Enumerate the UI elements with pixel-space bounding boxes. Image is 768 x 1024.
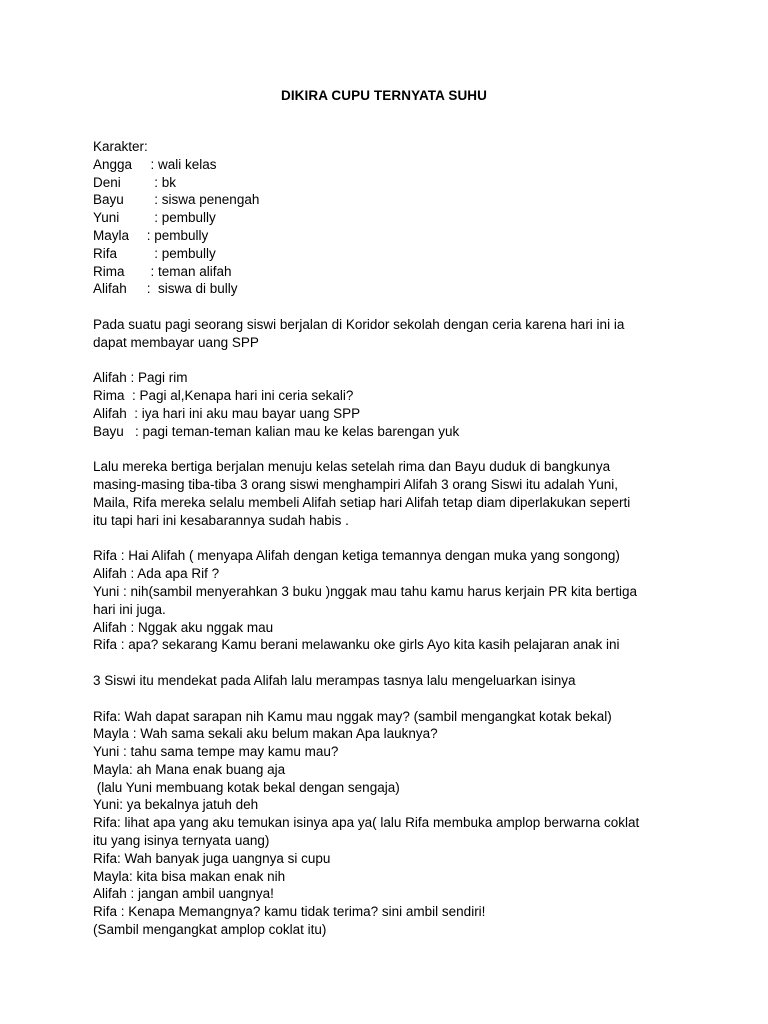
cast-row — [93, 227, 683, 245]
paragraph — [93, 369, 683, 440]
text-line: hari ini juga. — [93, 601, 166, 617]
cast-name: Yuni — [93, 210, 120, 226]
text-line: Alifah : Nggak aku nggak mau — [93, 619, 274, 635]
cast-separator: : — [143, 263, 159, 279]
cast-separator: : — [143, 281, 159, 297]
text-line: Pada suatu pagi seorang siswi berjalan di Koridor sekolah dengan ceria karena hari ini ia — [93, 316, 625, 332]
paragraph — [93, 458, 683, 529]
text-line: Rifa: lihat apa yang aku temukan isinya apa ya( lalu Rifa membuka amplop berwarna coklat — [93, 815, 640, 831]
cast-name: Deni — [93, 174, 121, 190]
paragraph-gap — [93, 654, 683, 672]
cast-row — [93, 245, 683, 263]
text-line: masing-masing tiba-tiba 3 orang siswi menghampiri Alifah 3 orang Siswi itu adalah Yuni, — [93, 477, 619, 493]
document-title: DIKIRA CUPU TERNYATA SUHU — [280, 88, 487, 103]
text-line: Rifa : Hai Alifah ( menyapa Alifah dengan ketiga temannya dengan muka yang songong) — [93, 548, 620, 564]
cast-role: pembully — [154, 227, 209, 243]
text-line: Mayla: kita bisa makan enak nih — [93, 868, 286, 884]
paragraph-gap — [93, 530, 683, 548]
text-line: itu tapi hari ini kesabarannya sudah habis . — [93, 512, 349, 528]
cast-role: pembully — [161, 245, 216, 261]
cast-separator: : — [143, 245, 162, 261]
text-line: Bayu : pagi teman-teman kalian mau ke kelas barengan yuk — [93, 423, 460, 439]
cast-name: Bayu — [93, 192, 124, 208]
paragraph — [93, 708, 683, 939]
document-body — [93, 138, 683, 939]
script-blocks — [93, 298, 683, 939]
cast-role: bk — [161, 174, 177, 190]
text-line: Rifa: Wah banyak juga uangnya si cupu — [93, 850, 331, 866]
text-line: Alifah : jangan ambil uangnya! — [93, 886, 274, 902]
cast-row — [93, 191, 683, 209]
cast-role: teman alifah — [158, 263, 232, 279]
cast-name: Rifa — [93, 245, 118, 261]
text-line: (lalu Yuni membuang kotak bekal dengan sengaja) — [93, 779, 400, 795]
cast-role: siswa di bully — [158, 281, 238, 297]
text-line: 3 Siswi itu mendekat pada Alifah lalu merampas tasnya lalu mengeluarkan isinya — [93, 672, 576, 688]
cast-name: Alifah — [93, 281, 127, 297]
cast-separator: : — [143, 210, 162, 226]
cast-separator: : — [143, 156, 159, 172]
cast-name: Rima — [93, 263, 125, 279]
text-line: Mayla : Wah sama sekali aku belum makan Apa lauknya? — [93, 726, 438, 742]
text-line: Maila, Rifa mereka selalu membeli Alifah setiap hari Alifah tetap diam diperlakukan seperti — [93, 494, 631, 510]
paragraph — [93, 672, 683, 690]
text-line: Rifa : apa? sekarang Kamu berani melawanku oke girls Ayo kita kasih pelajaran anak ini — [93, 637, 620, 653]
paragraph-gap — [93, 441, 683, 459]
cast-row — [93, 209, 683, 227]
cast-separator: : — [143, 227, 155, 243]
text-line: Alifah : Ada apa Rif ? — [93, 566, 220, 582]
cast-row — [93, 174, 683, 192]
paragraph — [93, 316, 683, 352]
cast-separator: : — [143, 174, 162, 190]
text-line: Yuni : tahu sama tempe may kamu mau? — [93, 744, 339, 760]
cast-name: Angga — [93, 156, 133, 172]
cast-role: wali kelas — [158, 156, 217, 172]
cast-role: pembully — [161, 210, 216, 226]
text-line: Rifa : Kenapa Memangnya? kamu tidak terima? sini ambil sendiri! — [93, 904, 486, 920]
text-line: Rima : Pagi al,Kenapa hari ini ceria sekali? — [93, 388, 354, 404]
cast-row — [93, 156, 683, 174]
cast-row — [93, 263, 683, 281]
text-line: Yuni: ya bekalnya jatuh deh — [93, 797, 259, 813]
text-line: Rifa: Wah dapat sarapan nih Kamu mau nggak may? (sambil mengangkat kotak bekal) — [93, 708, 612, 724]
paragraph-gap — [93, 298, 683, 316]
text-line: Mayla: ah Mana enak buang aja — [93, 761, 286, 777]
text-line: Yuni : nih(sambil menyerahkan 3 buku )nggak mau tahu kamu harus kerjain PR kita bertiga — [93, 583, 638, 599]
text-line: Lalu mereka bertiga berjalan menuju kelas setelah rima dan Bayu duduk di bangkunya — [93, 459, 611, 475]
paragraph — [93, 547, 683, 654]
text-line: Alifah : Pagi rim — [93, 370, 188, 386]
text-line: Alifah : iya hari ini aku mau bayar uang SPP — [93, 405, 361, 421]
paragraph-gap — [93, 352, 683, 370]
paragraph-gap — [93, 690, 683, 708]
cast-heading: Karakter: — [93, 139, 148, 154]
cast-name: Mayla — [93, 227, 130, 243]
cast-role: siswa penengah — [161, 192, 260, 208]
text-line: itu yang isinya ternyata uang) — [93, 833, 270, 849]
cast-row — [93, 280, 683, 298]
cast-separator: : — [143, 192, 162, 208]
text-line: dapat membayar uang SPP — [93, 334, 259, 350]
text-line: (Sambil mengangkat amplop coklat itu) — [93, 922, 327, 938]
cast-list — [93, 156, 683, 298]
